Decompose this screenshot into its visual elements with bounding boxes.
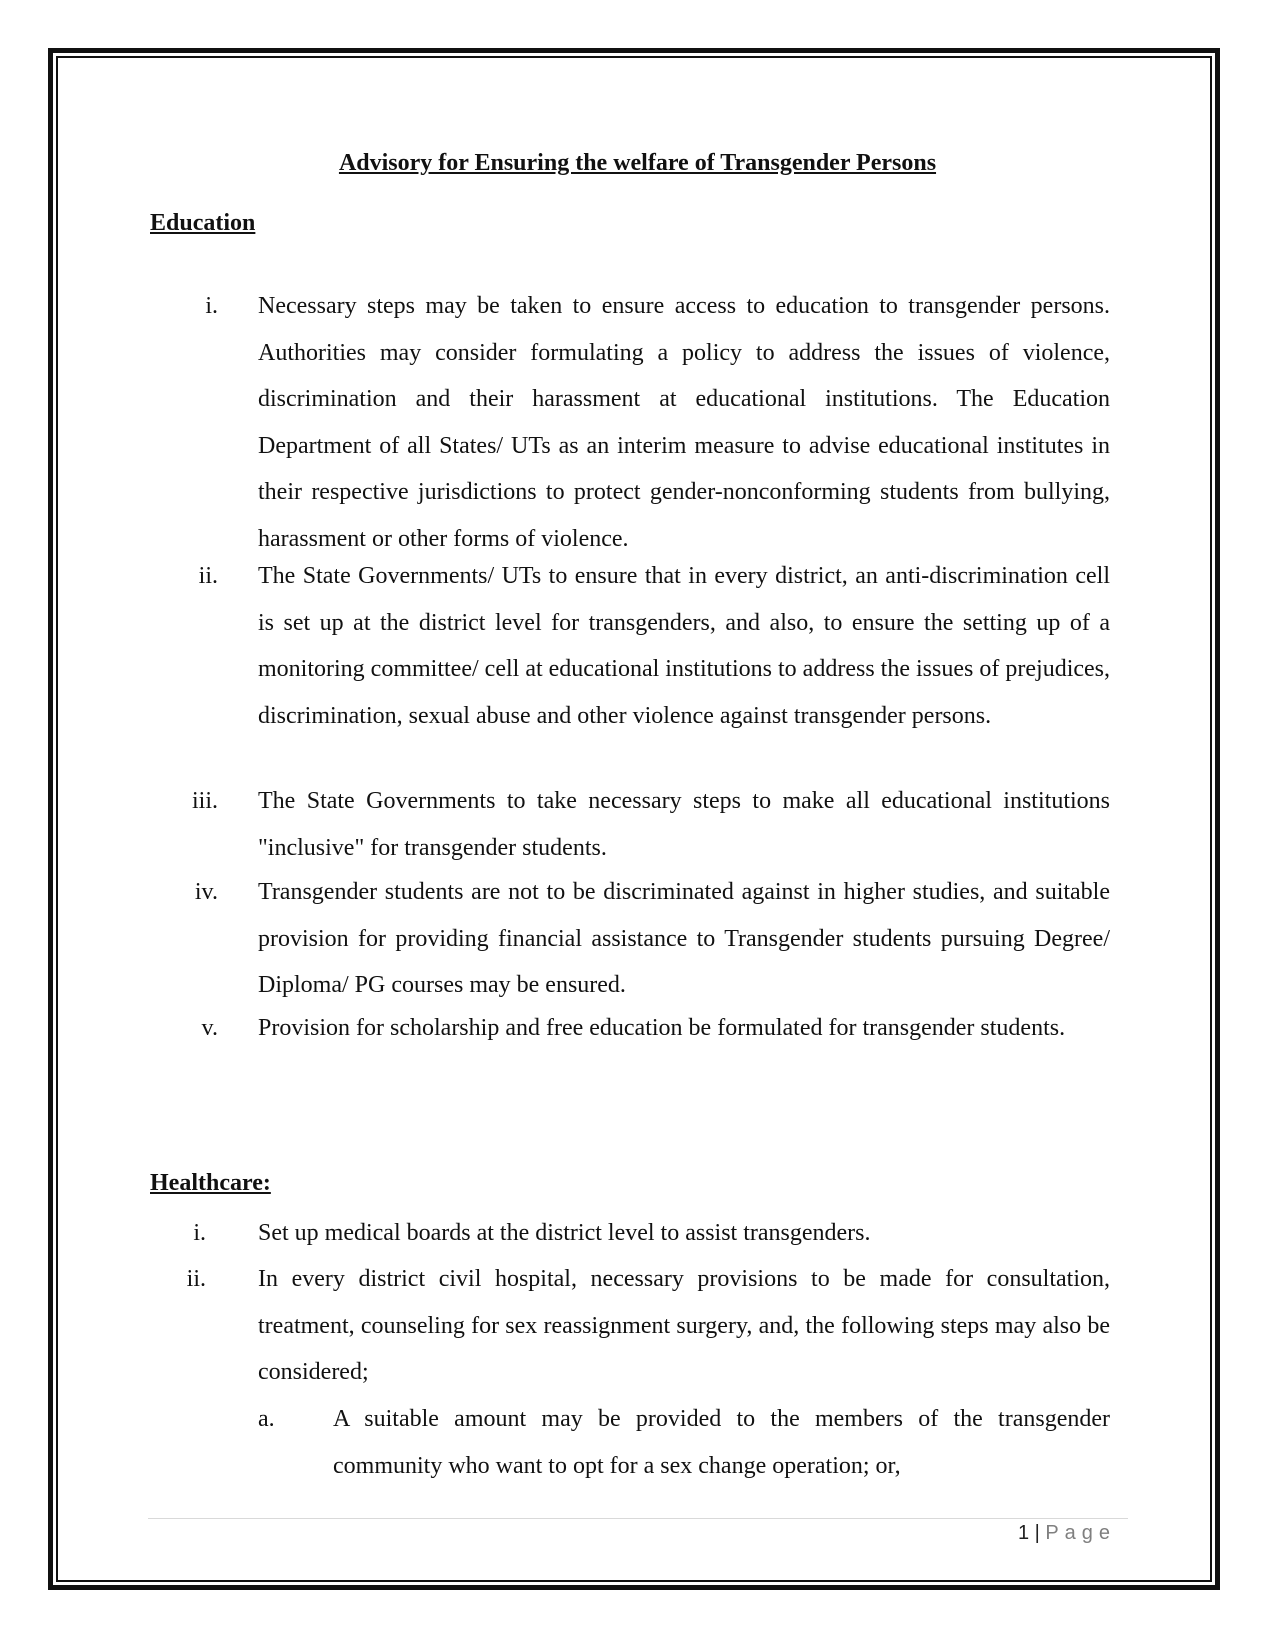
- list-marker: i.: [205, 293, 218, 319]
- list-item-text: Set up medical boards at the district level to assist transgenders.: [258, 1220, 871, 1246]
- page-number: 1: [1018, 1522, 1030, 1544]
- document-title: Advisory for Ensuring the welfare of Transgender Persons: [338, 150, 937, 176]
- page-footer: [1018, 1522, 1116, 1545]
- sub-list-item-text: A suitable amount may be provided to the members of the transgender community who want to opt for a sex change operation; or,: [333, 1406, 1110, 1479]
- footer-divider: [148, 1518, 1128, 1519]
- list-marker: v.: [201, 1015, 218, 1041]
- sub-list-marker: a.: [258, 1406, 275, 1432]
- list-item-text: Transgender students are not to be discriminated against in higher studies, and suitable provision for providing financial assistance to Transgender students pursuing Degree/ Diploma/ PG courses may be ensured.: [258, 879, 1110, 998]
- list-marker: iv.: [194, 879, 218, 905]
- list-marker: i.: [193, 1220, 206, 1246]
- list-item-text: Provision for scholarship and free education be formulated for transgender students.: [258, 1015, 1066, 1041]
- list-item-text: The State Governments to take necessary steps to make all educational institutions "inclusive" for transgender students.: [258, 788, 1110, 861]
- list-marker: ii.: [186, 1266, 206, 1292]
- page-label: Page: [1045, 1522, 1117, 1544]
- list-marker: ii.: [198, 563, 218, 589]
- section-heading-healthcare: Healthcare:: [150, 1170, 271, 1196]
- page-separator: |: [1034, 1522, 1041, 1544]
- list-item-text: The State Governments/ UTs to ensure that in every district, an anti-discrimination cell is set up at the district level for transgenders, and also, to ensure the setting up of a monitoring committee/ cell at educational institutions to address the issues of prejudices, discrimination, sexual abuse and other violence against transgender persons.: [258, 563, 1110, 729]
- section-heading-education: Education: [150, 210, 256, 236]
- list-item-text: In every district civil hospital, necessary provisions to be made for consultation, treatment, counseling for sex reassignment surgery, and, the following steps may also be considered;: [258, 1266, 1110, 1385]
- list-item-text: Necessary steps may be taken to ensure access to education to transgender persons. Authorities may consider formulating a policy to address the issues of violence, discrimination and their harassment at educational institutions. The Education Department of all States/ UTs as an interim measure to advise educational institutes in their respective jurisdictions to protect gender-nonconforming students from bullying, harassment or other forms of violence.: [258, 293, 1110, 552]
- list-marker: iii.: [191, 788, 218, 814]
